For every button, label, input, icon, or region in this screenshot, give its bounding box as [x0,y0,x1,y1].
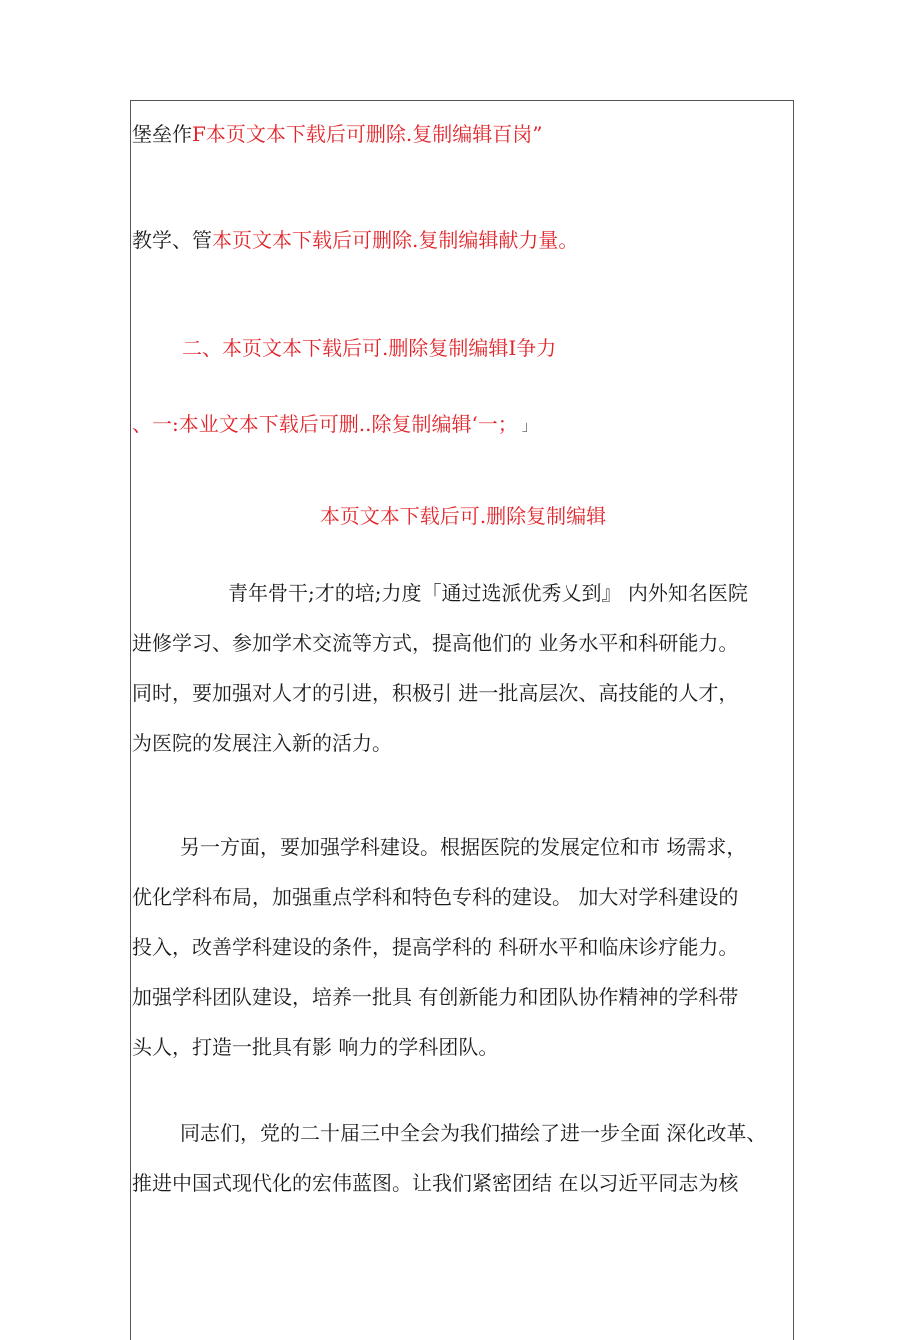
para1-line: 进修学习、参加学术交流等方式，提高他们的 业务水平和科研能力。 [132,631,739,655]
para2-line: 投入，改善学科建设的条件，提高学科的 科研水平和临床诊疗能力。 [132,935,739,959]
line-4-red-text: 、一:本业文本下载后可删..除复制编辑‘一； [132,412,508,436]
paragraph-talent [132,568,794,768]
paragraph-closing [132,1108,794,1208]
heading-line-2 [132,228,578,252]
line-4-tail: 」 [521,419,536,435]
para1-line: 青年骨干;才的培;力度「通过选派优秀乂到』 内外知名医院 [228,581,748,605]
line-1-black-text: 堡垒作 [132,122,192,146]
section-heading-2: 二、本页文本下载后可.删除复制编辑I争力 [182,336,557,360]
subsection-heading [132,412,536,439]
line-2-red-text: 本页文本下载后可删除.复制编辑献力量。 [212,228,579,252]
para3-line: 同志们，党的二十届三中全会为我们描绘了进一步全面 深化改革、 [180,1121,767,1145]
para2-line: 另一方面，要加强学科建设。根据医院的发展定位和市 场需求， [180,835,747,859]
line-2-black-text: 教学、管 [132,228,212,252]
para1-line: 同时，要加强对人才的引进，积极引 进一批高层次、高技能的人才， [132,681,739,705]
paragraph-discipline [132,822,794,1072]
para2-line: 加强学科团队建设，培养一批具 有创新能力和团队协作精神的学科带 [132,985,739,1009]
centered-red-heading: 本页文本下载后可.删除复制编辑 [319,504,607,528]
line-1-red-text: F本页文本下载后可删除.复制编辑百岗” [192,122,543,146]
para2-line: 头人，打造一批具有影 响力的学科团队。 [132,1035,499,1059]
heading-line-1 [132,122,542,146]
para3-line: 推进中国式现代化的宏伟蓝图。让我们紧密团结 在以习近平同志为核 [132,1171,739,1195]
para2-line: 优化学科布局，加强重点学科和特色专科的建设。 加大对学科建设的 [132,885,739,909]
para1-line: 为医院的发展注入新的活力。 [132,731,392,755]
